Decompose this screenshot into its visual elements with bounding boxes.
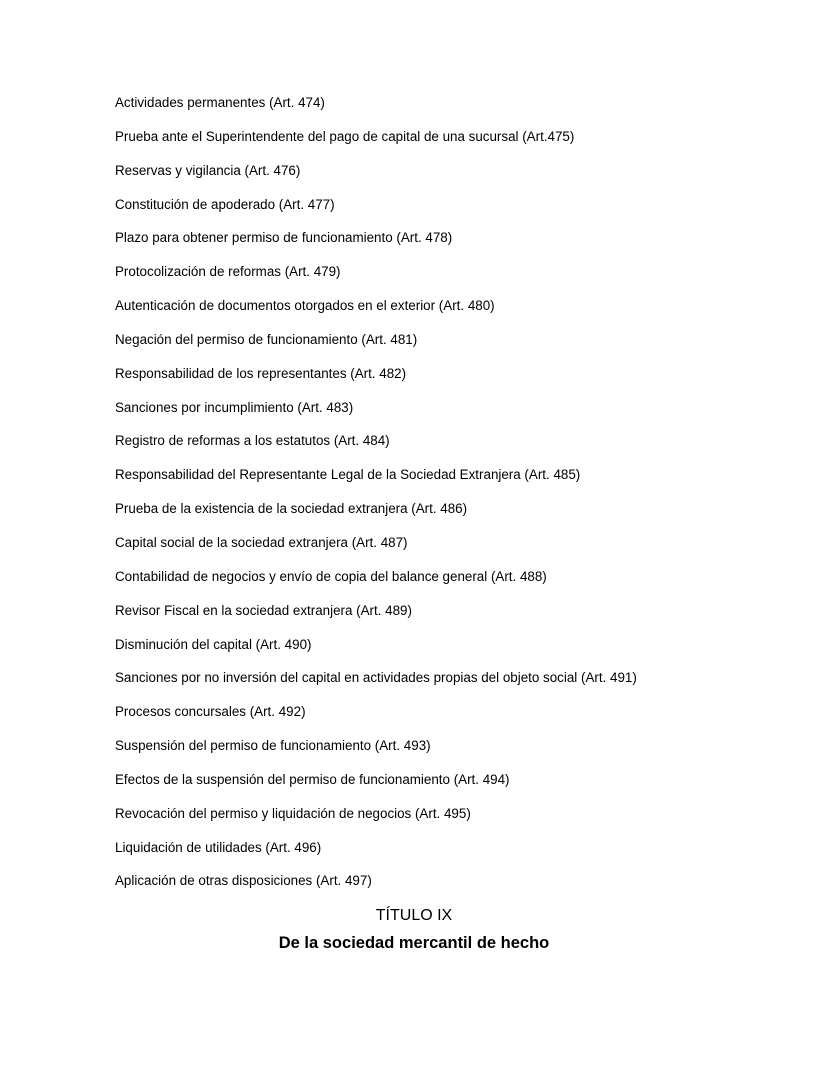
toc-entry: Constitución de apoderado (Art. 477) [115,196,335,212]
toc-entry: Liquidación de utilidades (Art. 496) [115,839,322,855]
toc-entry: Negación del permiso de funcionamiento (Art. 481) [115,331,418,347]
toc-entry: Sanciones por no inversión del capital en actividades propias del objeto social (Art. 491) [115,670,637,686]
toc-entry: Capital social de la sociedad extranjera (Art. 487) [115,534,408,550]
toc-entry: Registro de reformas a los estatutos (Art. 484) [115,433,390,449]
toc-entry: Revocación del permiso y liquidación de negocios (Art. 495) [115,805,471,821]
table-of-contents [115,94,795,906]
toc-entry: Actividades permanentes (Art. 474) [115,95,325,110]
section-subtitle: De la sociedad mercantil de hecho [278,934,550,952]
toc-entry: Disminución del capital (Art. 490) [115,636,312,652]
toc-entry: Prueba ante el Superintendente del pago de capital de una sucursal (Art.475) [115,128,575,144]
toc-entry: Aplicación de otras disposiciones (Art. 497) [115,873,372,889]
toc-entry: Procesos concursales (Art. 492) [115,704,306,720]
toc-entry: Plazo para obtener permiso de funcionamiento (Art. 478) [115,230,453,246]
toc-entry: Autenticación de documentos otorgados en el exterior (Art. 480) [115,298,495,314]
toc-entry: Contabilidad de negocios y envío de copia del balance general (Art. 488) [115,568,547,584]
toc-entry: Sanciones por incumplimiento (Art. 483) [115,399,354,415]
toc-entry: Efectos de la suspensión del permiso de funcionamiento (Art. 494) [115,771,510,787]
toc-entry: Suspensión del permiso de funcionamiento (Art. 493) [115,738,431,754]
section-title: TÍTULO IX [375,907,453,924]
toc-entry: Protocolización de reformas (Art. 479) [115,264,341,280]
toc-entry: Responsabilidad de los representantes (Art. 482) [115,365,407,381]
toc-entry: Reservas y vigilancia (Art. 476) [115,162,301,178]
toc-entry: Responsabilidad del Representante Legal de la Sociedad Extranjera (Art. 485) [115,467,581,483]
toc-entry: Prueba de la existencia de la sociedad extranjera (Art. 486) [115,501,468,517]
toc-entry: Revisor Fiscal en la sociedad extranjera (Art. 489) [115,602,412,618]
